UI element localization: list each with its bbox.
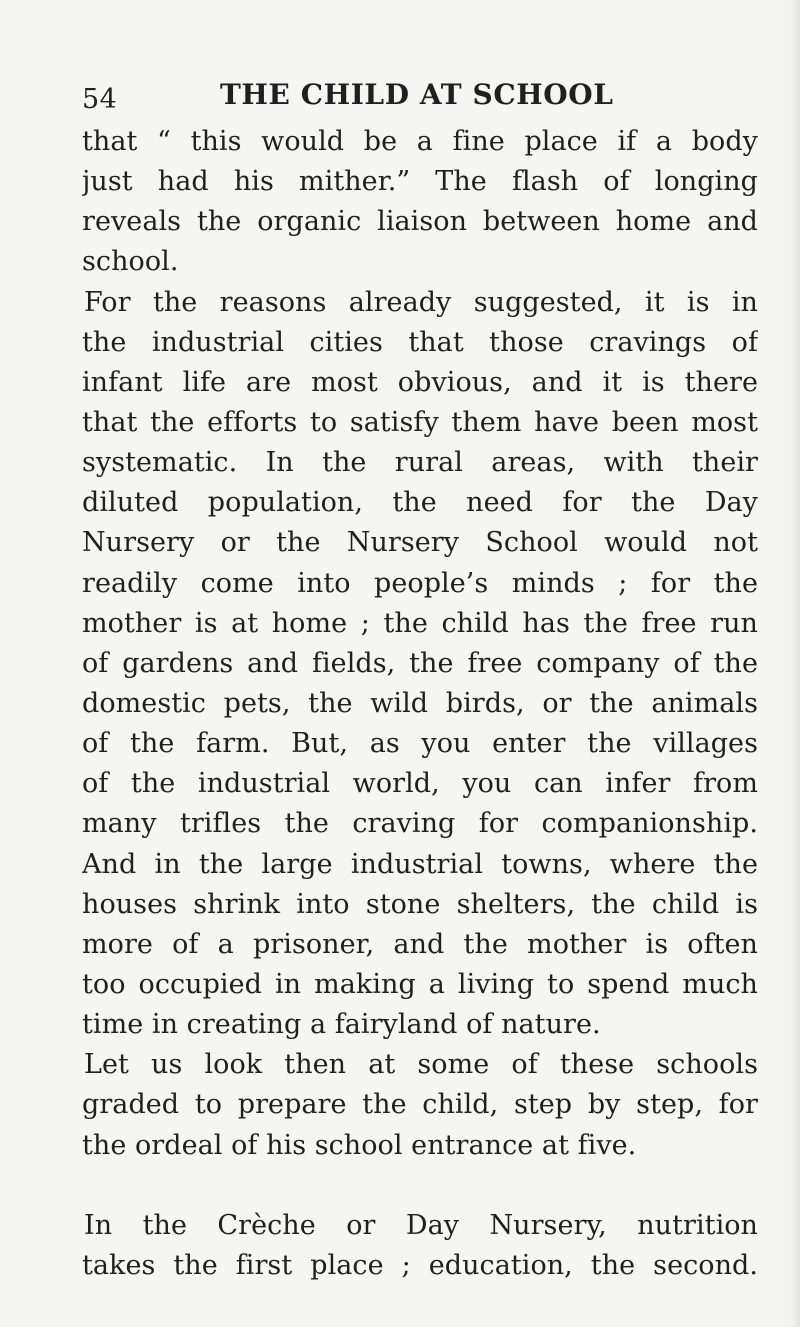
text-line: graded to prepare the child, step by step, for bbox=[82, 1089, 758, 1121]
text-line: more of a prisoner, and the mother is often bbox=[82, 928, 758, 960]
text-line: readily come into people’s minds ; for the bbox=[82, 567, 758, 599]
text-line: school. bbox=[82, 246, 179, 278]
body-text bbox=[82, 122, 758, 1286]
text-line: reveals the organic liaison between home and bbox=[82, 206, 758, 238]
text-line: the industrial cities that those cravings of bbox=[82, 326, 758, 358]
running-header bbox=[82, 77, 662, 117]
running-title: THE CHILD AT SCHOOL bbox=[220, 78, 614, 111]
text-line: time in creating a fairyland of nature. bbox=[82, 1009, 601, 1041]
text-line: just had his mither.” The flash of longing bbox=[82, 166, 758, 198]
text-line: houses shrink into stone shelters, the child is bbox=[82, 888, 758, 920]
text-line: many trifles the craving for companionship. bbox=[82, 808, 758, 840]
text-line: takes the first place ; education, the second. bbox=[82, 1249, 758, 1281]
text-line: of the farm. But, as you enter the villages bbox=[82, 728, 758, 760]
text-line: mother is at home ; the child has the free run bbox=[82, 607, 758, 639]
text-line: of the industrial world, you can infer from bbox=[82, 768, 758, 800]
text-line: of gardens and fields, the free company of the bbox=[82, 647, 758, 679]
text-line: that the efforts to satisfy them have been most bbox=[82, 406, 758, 438]
text-line: infant life are most obvious, and it is there bbox=[82, 366, 758, 398]
text-line: For the reasons already suggested, it is in bbox=[84, 286, 758, 318]
text-line: domestic pets, the wild birds, or the animals bbox=[82, 687, 758, 719]
page-edge-shadow bbox=[790, 0, 800, 1327]
text-line: Nursery or the Nursery School would not bbox=[82, 527, 758, 559]
page-number: 54 bbox=[82, 84, 118, 115]
text-line: systematic. In the rural areas, with their bbox=[82, 447, 758, 479]
text-line: too occupied in making a living to spend much bbox=[82, 968, 758, 1000]
text-line: In the Crèche or Day Nursery, nutrition bbox=[84, 1209, 758, 1241]
paragraph-gap bbox=[82, 1166, 758, 1206]
text-line: And in the large industrial towns, where the bbox=[82, 848, 758, 880]
text-line: the ordeal of his school entrance at five. bbox=[82, 1129, 637, 1161]
text-line: Let us look then at some of these schools bbox=[84, 1049, 758, 1081]
text-line: diluted population, the need for the Day bbox=[82, 487, 758, 519]
text-line: that “ this would be a fine place if a body bbox=[82, 126, 758, 157]
